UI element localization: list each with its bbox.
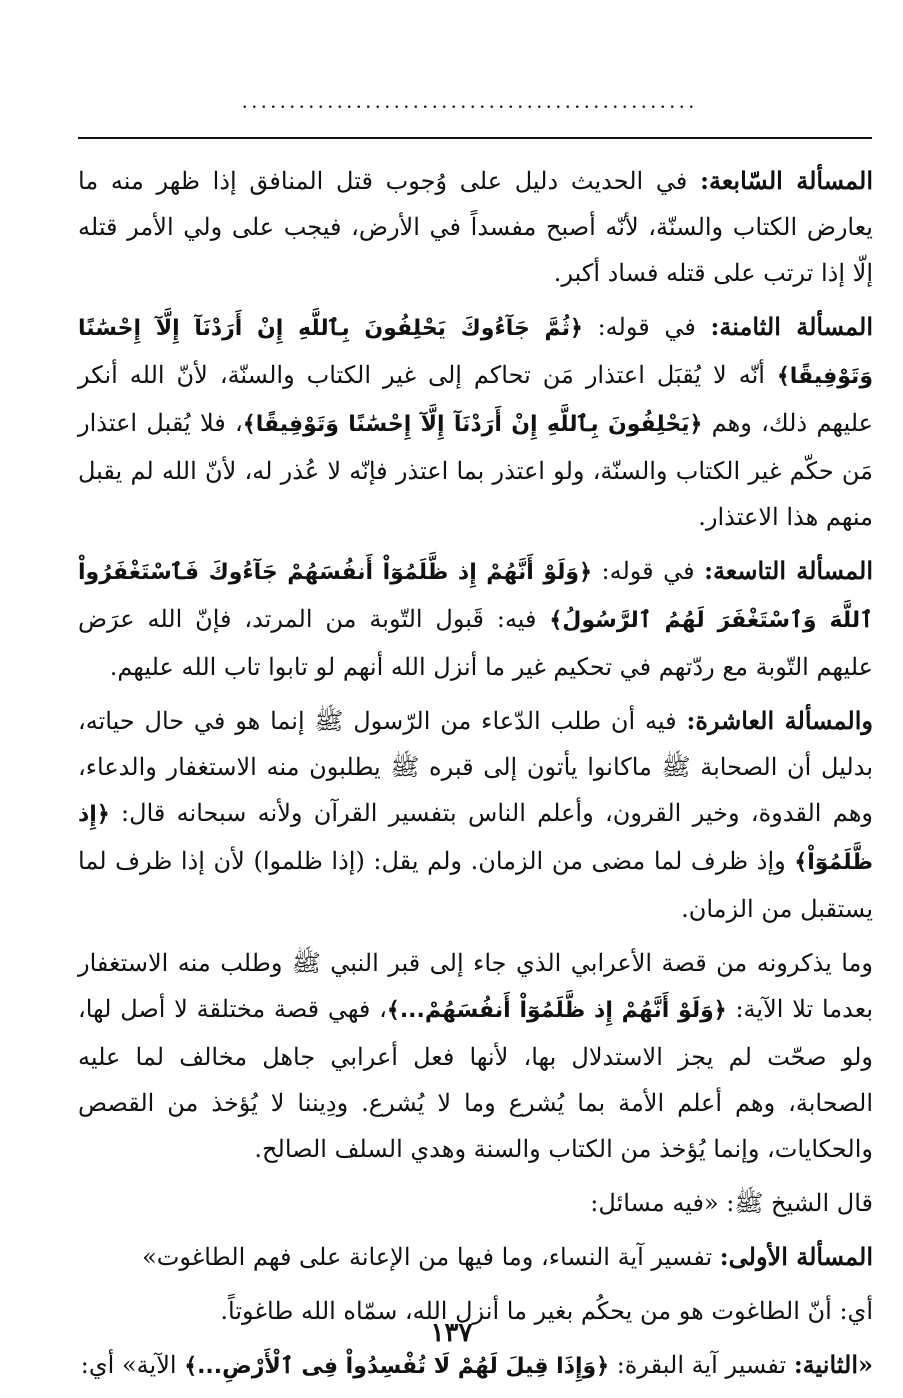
issue-heading: المسألة السّابعة: [700,166,873,195]
paragraph-text: ، فلا يُقبل اعتذار مَن حكّم غير الكتاب والسنّة، ولو اعتذر بما اعتذر فإنّه لا عُذر له، لأنّ الله لم يقبل منهم هذا الاعتذار. [78,409,873,531]
paragraph-issue-second [78,1342,873,1390]
paragraph-text: في قوله: [582,313,711,341]
issue-heading: والمسألة العاشرة: [686,706,874,735]
paragraph-text: في الحديث دليل على وُجوب قتل المنافق إذا ظهر منه ما يعارض الكتاب والسنّة، لأنّه أصبح مفسداً في الأرض، فيجب على ولي الأمر قتله إلّا إذا ترتب على قتله فساد أكبر. [78,167,873,287]
quran-verse: ﴿وَلَوْ أَنَّهُمْ إِذ ظَّلَمُوٓاْ أَنفُسَهُمْ...﴾ [386,998,727,1023]
paragraph-text: ، فهي قصة مختلقة لا أصل لها، ولو صحّت لم يجز الاستدلال بها، لأنها فعل أعرابي جاهل مخالف لما عليه الصحابة، وهم أعلم الأمة بما يُشرع وما لا يُشرع. ودِيننا لا يُؤخذ من القصص والحكايات، وإنما يُؤخذ من الكتاب والسنة وهدي السلف الصالح. [78,995,873,1163]
quran-verse: ﴿وَإِذَا قِيلَ لَهُمْ لَا تُفْسِدُواْ فِى ٱلْأَرْضِ...﴾ [184,1354,610,1379]
paragraph-text: تفسير آية النساء، وما فيها من الإعانة على فهم الطاغوت» [142,1243,720,1271]
issue-heading: المسألة الأولى: [719,1242,873,1271]
quran-verse: ﴿وَلَوْ أَنَّهُمْ إِذ ظَّلَمُوٓاْ أَنفُسَهُمْ جَآءُوكَ فَٱسْتَغْفَرُواْ ٱللَّهَ وَٱسْتَغْفَرَ لَهُمُ ٱلرَّسُولُ﴾ [78,560,873,633]
paragraph-text: وما يذكرونه من قصة الأعرابي الذي جاء إلى قبر النبي ﷺ وطلب منه الاستغفار بعدما تلا الآية: [78,949,873,1023]
issue-heading: «الثانية: [793,1350,873,1379]
paragraph-text: أي: أنّ الطاغوت هو من يحكُم بغير ما أنزل الله، سمّاه الله طاغوتاً. [220,1297,873,1325]
quran-verse: ﴿يَحْلِفُونَ بِٱللَّهِ إِنْ أَرَدْنَآ إِلَّآ إِحْسَٰنًا وَتَوْفِيقًا﴾ [242,412,703,437]
issue-heading: المسألة الثامنة: [710,312,873,341]
paragraph-sheikh-said [78,1180,873,1226]
page-body [78,158,873,1398]
header-dots: ................................................ [242,88,698,113]
quran-verse: ﴿إِذ ظَّلَمُوٓاْ﴾ [78,802,873,875]
paragraph-bedouin-story [78,940,873,1172]
paragraph-text: في قوله: [592,557,705,585]
paragraph-issue-8 [78,304,873,540]
quran-verse: ﴿ثُمَّ جَآءُوكَ يَحْلِفُونَ بِٱللَّهِ إِنْ أَرَدْنَآ إِلَّآ إِحْسَٰنًا وَتَوْفِيقًا﴾ [78,316,873,389]
issue-heading: المسألة التاسعة: [704,556,873,585]
paragraph-issue-9 [78,548,873,690]
paragraph-text: قال الشيخ ﷺ: «فيه مسائل: [590,1189,873,1217]
paragraph-text: وإذ ظرف لما مضى من الزمان. ولم يقل: (إذا ظلموا) لأن إذا ظرف لما يستقبل من الزمان. [78,847,873,923]
paragraph-text: تفسير آية البقرة: [609,1351,794,1379]
paragraph-issue-7 [78,158,873,296]
paragraph-text: الآية» أي: [80,1351,185,1379]
paragraph-text: فيه: قَبول التّوبة من المرتد، فإنّ الله عرَض عليهم التّوبة مع ردّتهم في تحكيم غير ما أنزل الله أنهم لو تابوا تاب الله عليهم. [78,605,873,681]
paragraph-issue-first [78,1234,873,1280]
paragraph-issue-10 [78,698,873,932]
paragraph-text: فيه أن طلب الدّعاء من الرّسول ﷺ إنما هو في حال حياته، بدليل أن الصحابة ﷺ ماكانوا يأتون إلى قبره ﷺ يطلبون منه الاستغفار والدعاء، وهم القدوة، وخير القرون، وأعلم الناس بتفسير القرآن ولأنه سبحانه قال: [78,707,873,827]
page-number: ١٣٧ [430,1318,473,1348]
header-rule [78,137,872,139]
paragraph-text: أنّه لا يُقبَل اعتذار مَن تحاكم إلى غير الكتاب والسنّة، لأنّ الله أنكر عليهم ذلك، وهم [78,361,874,437]
